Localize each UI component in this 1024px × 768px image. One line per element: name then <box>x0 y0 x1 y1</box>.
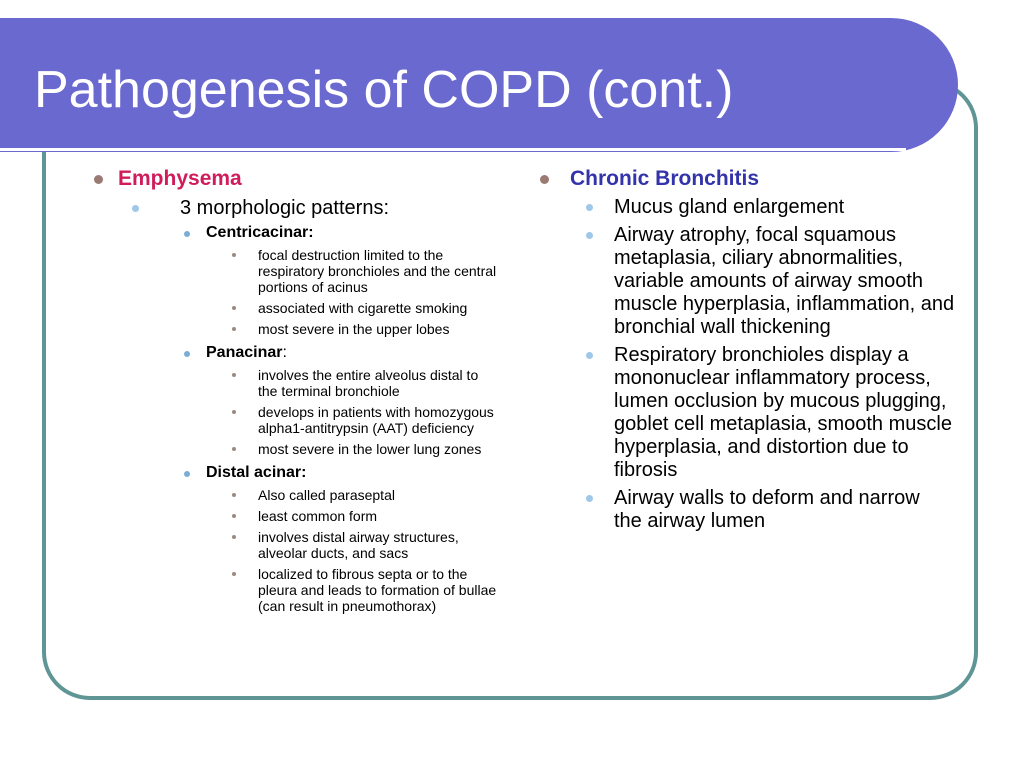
chronic-bronchitis-heading: Chronic Bronchitis <box>570 167 760 190</box>
title-underline <box>0 148 906 151</box>
list-item <box>94 441 514 457</box>
pattern-point: focal destruction limited to the respiratory bronchioles and the central portions of acinus <box>258 247 497 295</box>
bullet-icon <box>232 514 236 518</box>
pattern-name: Panacinar <box>206 344 283 361</box>
bullet-icon <box>184 351 190 357</box>
list-item <box>94 529 514 561</box>
emphysema-heading: Emphysema <box>118 167 242 190</box>
pattern-name: Distal acinar: <box>206 464 307 481</box>
bronchitis-point: Airway walls to deform and narrow the airway lumen <box>614 487 920 532</box>
list-item <box>94 404 514 436</box>
bullet-icon <box>540 175 549 184</box>
bullet-icon <box>184 471 190 477</box>
list-item <box>94 566 514 614</box>
pattern-centricacinar <box>94 223 514 243</box>
bronchitis-point: Mucus gland enlargement <box>614 196 845 218</box>
bullet-icon <box>586 352 593 359</box>
pattern-point: Also called paraseptal <box>258 487 395 503</box>
list-item <box>94 247 514 295</box>
slide-title: Pathogenesis of COPD (cont.) <box>34 61 734 119</box>
list-item <box>540 344 960 482</box>
bullet-icon <box>232 253 236 257</box>
list-item <box>94 321 514 337</box>
list-item <box>94 508 514 524</box>
list-item <box>540 196 960 219</box>
bullet-icon <box>586 232 593 239</box>
chronic-bronchitis-heading-item <box>540 166 960 192</box>
bullet-icon <box>232 306 236 310</box>
bullet-icon <box>232 373 236 377</box>
bronchitis-point: Respiratory bronchioles display a mononuclear inflammatory process, lumen occlusion by mucous plugging, goblet cell metaplasia, smooth muscle hyperplasia, and distortion due to fibrosis <box>614 344 952 481</box>
emphysema-heading-item <box>94 166 514 192</box>
morphologic-patterns-item <box>94 196 514 220</box>
pattern-point: most severe in the lower lung zones <box>258 441 482 457</box>
bullet-icon <box>586 204 593 211</box>
emphysema-column <box>94 166 514 614</box>
pattern-point: associated with cigarette smoking <box>258 300 468 316</box>
list-item <box>540 487 960 533</box>
pattern-point: involves distal airway structures, alveolar ducts, and sacs <box>258 529 459 561</box>
chronic-bronchitis-column <box>540 166 960 533</box>
bullet-icon <box>232 535 236 539</box>
list-item <box>94 300 514 316</box>
list-item <box>94 487 514 503</box>
pattern-point: develops in patients with homozygous alpha1-antitrypsin (AAT) deficiency <box>258 404 494 436</box>
bullet-icon <box>232 327 236 331</box>
bullet-icon <box>232 410 236 414</box>
bronchitis-point: Airway atrophy, focal squamous metaplasia, ciliary abnormalities, variable amounts of airway smooth muscle hyperplasia, inflammation, and bronchial wall thickening <box>614 224 955 338</box>
pattern-point: localized to fibrous septa or to the pleura and leads to formation of bullae (can result in pneumothorax) <box>258 566 497 614</box>
pattern-name-suffix: : <box>282 344 287 361</box>
pattern-point: involves the entire alveolus distal to the terminal bronchiole <box>258 367 479 399</box>
pattern-name: Centricacinar: <box>206 224 314 241</box>
list-item <box>94 367 514 399</box>
bullet-icon <box>94 175 103 184</box>
list-item <box>540 224 960 339</box>
bullet-icon <box>132 205 139 212</box>
bullet-icon <box>232 572 236 576</box>
pattern-distal-acinar <box>94 463 514 483</box>
pattern-point: most severe in the upper lobes <box>258 321 450 337</box>
pattern-point: least common form <box>258 508 378 524</box>
bullet-icon <box>232 447 236 451</box>
bullet-icon <box>232 493 236 497</box>
morphologic-patterns-intro: 3 morphologic patterns: <box>180 197 390 219</box>
bullet-icon <box>586 495 593 502</box>
bullet-icon <box>184 231 190 237</box>
title-bar <box>0 18 958 152</box>
pattern-panacinar <box>94 343 514 363</box>
